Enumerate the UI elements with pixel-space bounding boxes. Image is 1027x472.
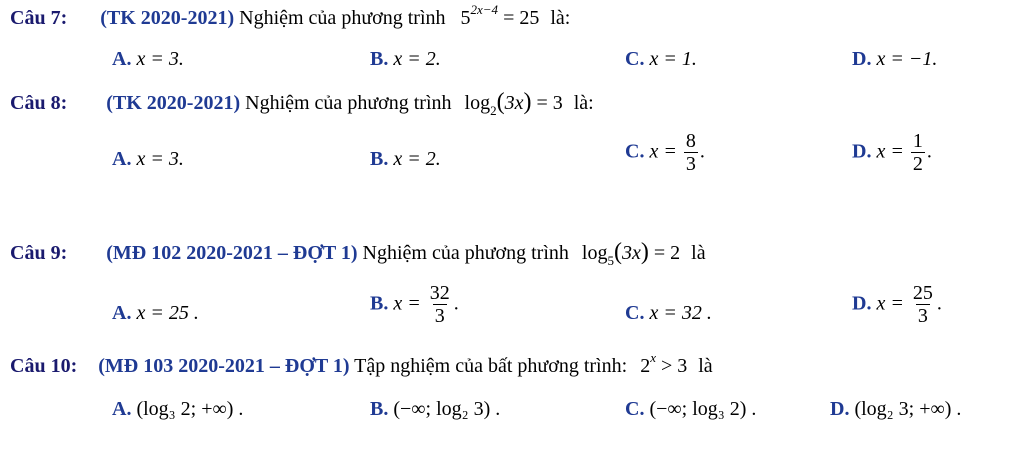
- eq-log-base: 2: [490, 103, 497, 118]
- option-value: (−∞; log₃ 2) .: [649, 398, 757, 420]
- option-key: C.: [625, 48, 645, 70]
- question-9-text: Nghiệm của phương trình: [362, 242, 569, 264]
- option-suffix: .: [453, 292, 459, 315]
- option-value: x = 3.: [136, 48, 184, 70]
- option-key: B.: [370, 398, 389, 420]
- question-7-label: Câu 7:: [10, 7, 68, 29]
- eq-exponent: x: [650, 350, 656, 365]
- question-7-equation: [460, 2, 545, 29]
- question-9-stem: [10, 239, 706, 268]
- question-8-equation: $\log_2(3x) = 3$: [464, 89, 563, 118]
- eq-base: 2: [640, 355, 651, 377]
- option-value: (−∞; log₂ 3) .: [393, 398, 501, 420]
- question-10-label: Câu 10:: [10, 355, 78, 377]
- option-prefix: x =: [876, 140, 904, 163]
- question-10-tail: là: [698, 355, 713, 377]
- option-value: x = −1.: [876, 48, 938, 70]
- q9-option-d[interactable]: [852, 282, 942, 328]
- option-key: B.: [370, 292, 389, 315]
- eq-base: 5: [460, 7, 471, 29]
- option-prefix: x =: [876, 292, 904, 315]
- option-key: D.: [830, 398, 850, 420]
- fraction-denominator: 3: [434, 305, 445, 327]
- q9-option-a[interactable]: [112, 302, 199, 325]
- option-suffix: .: [926, 140, 932, 163]
- eq-log: log: [464, 92, 491, 114]
- question-10-text: Tập nghiệm của bất phương trình:: [354, 355, 628, 377]
- eq-rhs: > 3: [660, 355, 688, 377]
- fraction-numerator: 1: [912, 130, 923, 152]
- q7-option-d[interactable]: [852, 48, 937, 71]
- fraction-numerator: 8: [685, 130, 696, 152]
- option-value: x = 32 .: [649, 302, 712, 324]
- option-key: B.: [370, 48, 389, 70]
- fraction-numerator: 32: [429, 282, 450, 304]
- option-key: C.: [625, 398, 645, 420]
- q7-option-b[interactable]: [370, 48, 441, 71]
- option-key: B.: [370, 148, 389, 170]
- q10-option-b[interactable]: [370, 398, 500, 421]
- fraction-denominator: 3: [685, 153, 696, 175]
- q8-option-a[interactable]: [112, 148, 184, 171]
- question-9-equation: $\log_5(3x) = 2$: [581, 239, 681, 268]
- option-key: A.: [112, 148, 132, 170]
- q9-option-c[interactable]: [625, 302, 712, 325]
- option-suffix: .: [699, 140, 705, 163]
- question-9-source: (MĐ 102 2020-2021 – ĐỢT 1): [106, 242, 358, 264]
- q8-option-b[interactable]: [370, 148, 441, 171]
- option-value: x = 3.: [136, 148, 184, 170]
- option-value: (log₃ 2; +∞) .: [136, 398, 244, 420]
- question-8-text: Nghiệm của phương trình: [245, 92, 452, 114]
- question-10-inequality: [640, 350, 692, 377]
- option-key: D.: [852, 48, 872, 70]
- question-7-source: (TK 2020-2021): [100, 7, 235, 29]
- eq-argument: 3x: [621, 242, 641, 264]
- q10-option-d[interactable]: [830, 398, 961, 421]
- option-value: x = 2.: [393, 48, 441, 70]
- q10-option-c[interactable]: [625, 398, 756, 421]
- option-fraction: [911, 130, 925, 176]
- option-fraction: [684, 130, 698, 176]
- question-8-source: (TK 2020-2021): [106, 92, 241, 114]
- question-7-stem: [10, 2, 571, 29]
- eq-exponent: 2x−4: [470, 2, 499, 17]
- question-7-tail: là:: [550, 7, 571, 29]
- eq-argument: 3x: [504, 92, 524, 114]
- eq-log-base: 5: [607, 253, 614, 268]
- option-key: C.: [625, 302, 645, 324]
- question-9-label: Câu 9:: [10, 242, 68, 264]
- option-key: A.: [112, 48, 132, 70]
- question-8-stem: [10, 89, 594, 118]
- q7-option-a[interactable]: [112, 48, 184, 71]
- fraction-denominator: 2: [912, 153, 923, 175]
- q7-option-c[interactable]: [625, 48, 697, 71]
- option-prefix: x =: [393, 292, 421, 315]
- option-fraction: [428, 282, 452, 328]
- option-fraction: [911, 282, 935, 328]
- option-key: A.: [112, 398, 132, 420]
- option-key: D.: [852, 292, 872, 315]
- q8-option-c[interactable]: [625, 130, 705, 176]
- fraction-numerator: 25: [912, 282, 933, 304]
- option-value: x = 1.: [649, 48, 697, 70]
- q8-option-d[interactable]: [852, 130, 932, 176]
- question-10-stem: [10, 350, 713, 377]
- question-10-source: (MĐ 103 2020-2021 – ĐỢT 1): [98, 355, 350, 377]
- eq-rhs: = 3: [536, 92, 563, 114]
- option-key: D.: [852, 140, 872, 163]
- question-8-tail: là:: [573, 92, 594, 114]
- option-value: (log₂ 3; +∞) .: [854, 398, 962, 420]
- eq-rhs: = 2: [653, 242, 681, 264]
- option-prefix: x =: [649, 140, 677, 163]
- question-8-label: Câu 8:: [10, 92, 68, 114]
- fraction-denominator: 3: [917, 305, 928, 327]
- option-suffix: .: [936, 292, 942, 315]
- option-value: x = 25 .: [136, 302, 199, 324]
- q9-option-b[interactable]: [370, 282, 459, 328]
- option-key: C.: [625, 140, 645, 163]
- question-9-tail: là: [691, 242, 706, 264]
- option-key: A.: [112, 302, 132, 324]
- option-value: x = 2.: [393, 148, 441, 170]
- eq-rhs: = 25: [503, 7, 540, 29]
- eq-log: log: [581, 242, 608, 264]
- question-7-text: Nghiệm của phương trình: [239, 7, 446, 29]
- q10-option-a[interactable]: [112, 398, 243, 421]
